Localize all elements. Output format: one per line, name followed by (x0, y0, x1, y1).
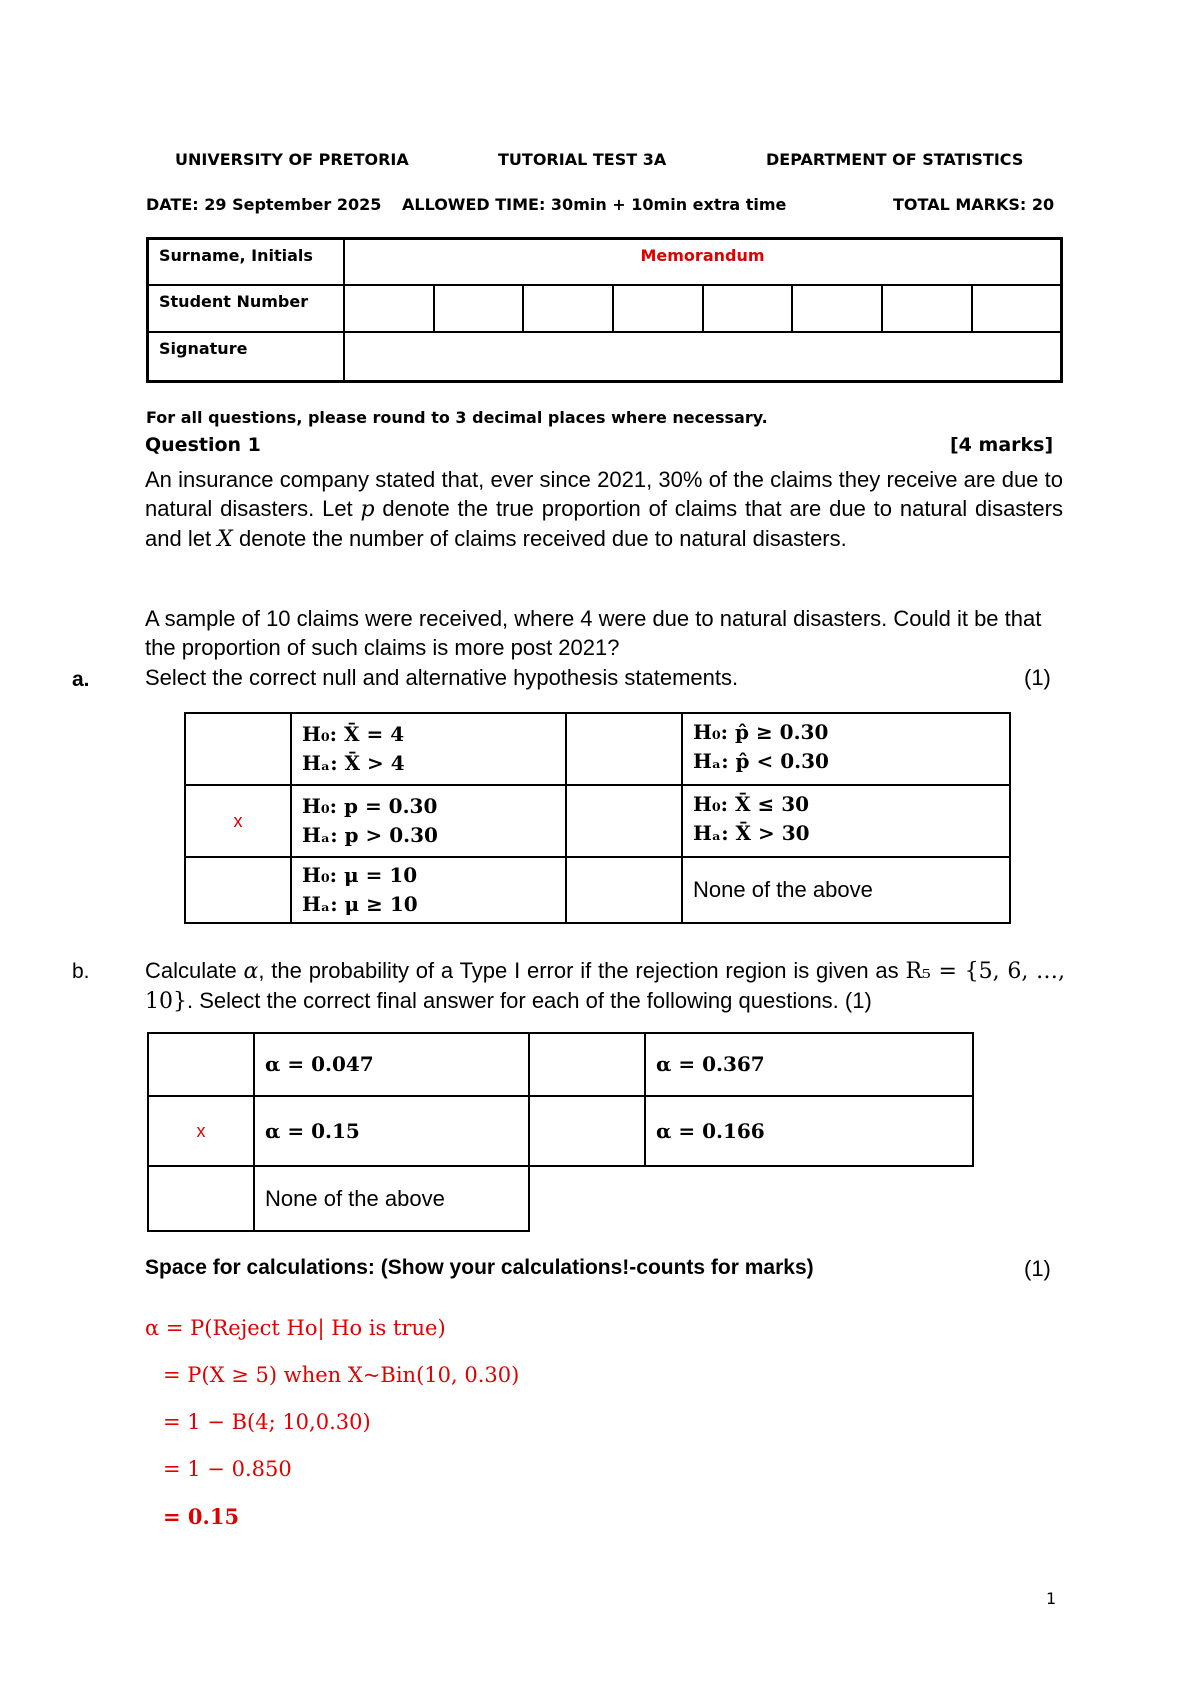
option-mark-cell[interactable] (566, 785, 682, 857)
ha-statement: Hₐ: μ ≥ 10 (302, 892, 418, 916)
option-mark-cell[interactable] (566, 857, 682, 923)
alpha-value: α = 0.047 (265, 1052, 374, 1076)
surname-value[interactable]: Memorandum (344, 239, 1062, 285)
option-none-above: None of the above (254, 1166, 529, 1231)
part-b-text-segment: . Select the correct final answer for each of the following questions. (187, 988, 839, 1013)
question-intro (145, 465, 1063, 554)
student-number-box[interactable] (972, 285, 1062, 332)
option-mark-cell[interactable] (185, 713, 291, 785)
option-mark-cell[interactable] (566, 713, 682, 785)
allowed-time: ALLOWED TIME: 30min + 10min extra time (402, 195, 787, 214)
variable-x: X (217, 527, 233, 552)
option-hypothesis (682, 713, 1010, 785)
option-none-above: None of the above (682, 857, 1010, 923)
empty-cell (529, 1166, 645, 1231)
option-hypothesis (291, 713, 566, 785)
student-number-box[interactable] (882, 285, 972, 332)
intro-text: An insurance company stated that, ever since 2021, 30% of the claims they receive are due to natural disasters. Let (145, 467, 1063, 521)
question-marks: [4 marks] (950, 434, 1054, 456)
calc-line: = 1 − 0.850 (163, 1457, 292, 1481)
university-name: UNIVERSITY OF PRETORIA (175, 150, 409, 169)
option-hypothesis (682, 785, 1010, 857)
ha-statement: Hₐ: p > 0.30 (302, 823, 438, 847)
alpha-value: α = 0.166 (656, 1118, 765, 1143)
alpha-value: α = 0.367 (656, 1052, 765, 1076)
part-a-text: Select the correct null and alternative hypothesis statements. (145, 665, 739, 690)
option-value (645, 1033, 973, 1096)
alpha-options-table (147, 1032, 974, 1232)
option-mark-cell[interactable]: x (148, 1096, 254, 1166)
student-number-box[interactable] (703, 285, 793, 332)
option-mark-cell[interactable] (185, 857, 291, 923)
option-hypothesis (291, 857, 566, 923)
variable-p: p (360, 497, 375, 522)
part-a-label: a. (72, 668, 90, 691)
total-marks: TOTAL MARKS: 20 (893, 195, 1055, 214)
intro-text: denote the number of claims received due to natural disasters. (232, 526, 847, 551)
calc-line: = 1 − B(4; 10,0.30) (163, 1410, 371, 1434)
part-b-label: b. (72, 960, 90, 983)
hypothesis-options-table (184, 712, 1011, 924)
calc-heading: Space for calculations: (Show your calculations!-counts for marks) (145, 1256, 814, 1279)
part-b-text (145, 956, 1065, 1016)
student-number-box[interactable] (434, 285, 524, 332)
option-value (254, 1096, 529, 1166)
h0-statement: H₀: p = 0.30 (302, 794, 438, 818)
calc-line: = P(X ≥ 5) when X~Bin(10, 0.30) (163, 1363, 520, 1387)
student-number-box[interactable] (792, 285, 882, 332)
student-number-box[interactable] (523, 285, 613, 332)
department-name: DEPARTMENT OF STATISTICS (766, 150, 1024, 169)
part-b-text-segment: Calculate (145, 958, 244, 983)
calc-line: α = P(Reject Ho| Ho is true) (145, 1316, 446, 1340)
h0-statement: H₀: μ = 10 (302, 863, 418, 887)
option-value (645, 1096, 973, 1166)
empty-cell (645, 1166, 973, 1231)
option-mark-cell[interactable] (148, 1033, 254, 1096)
surname-label: Surname, Initials (148, 239, 345, 285)
part-b-text-segment: , the probability of a Type I error if the rejection region is given as (258, 958, 906, 983)
page-number: 1 (1046, 1589, 1057, 1608)
h0-statement: H₀: X̄ ≤ 30 (693, 792, 810, 816)
rejection-region: R₅ = {5, 6, …, 10} (145, 959, 1065, 1014)
option-value (254, 1033, 529, 1096)
option-mark-cell[interactable] (148, 1166, 254, 1231)
option-mark-cell[interactable]: x (185, 785, 291, 857)
option-hypothesis (291, 785, 566, 857)
option-mark-cell[interactable] (529, 1033, 645, 1096)
student-number-box[interactable] (344, 285, 434, 332)
student-number-box[interactable] (613, 285, 703, 332)
ha-statement: Hₐ: X̄ > 30 (693, 821, 810, 845)
signature-field[interactable] (344, 332, 1062, 382)
test-date: DATE: 29 September 2025 (146, 195, 382, 214)
student-number-label: Student Number (148, 285, 345, 332)
question-sample-text: A sample of 10 claims were received, where 4 were due to natural disasters. Could it be that the proportion of such claims is more post 2021? (145, 606, 1042, 660)
h0-statement: H₀: p̂ ≥ 0.30 (693, 720, 829, 744)
part-a-marks: (1) (1024, 665, 1051, 690)
student-info-table (146, 237, 1063, 383)
ha-statement: Hₐ: p̂ < 0.30 (693, 749, 829, 773)
part-b-marks: (1) (844, 988, 872, 1013)
alpha-symbol: α (243, 959, 259, 984)
alpha-value: α = 0.15 (265, 1118, 360, 1143)
calc-marks: (1) (1024, 1256, 1051, 1281)
option-mark-cell[interactable] (529, 1096, 645, 1166)
instruction-text: For all questions, please round to 3 decimal places where necessary. (146, 408, 768, 427)
h0-statement: H₀: X̄ = 4 (302, 722, 405, 746)
ha-statement: Hₐ: X̄ > 4 (302, 751, 405, 775)
signature-label: Signature (148, 332, 345, 382)
intro-text: denote the true proportion of claims that are due to natural disasters and let (145, 496, 1063, 551)
question-title: Question 1 (145, 434, 261, 456)
calc-line: = 0.15 (163, 1504, 240, 1529)
test-title: TUTORIAL TEST 3A (498, 150, 667, 169)
